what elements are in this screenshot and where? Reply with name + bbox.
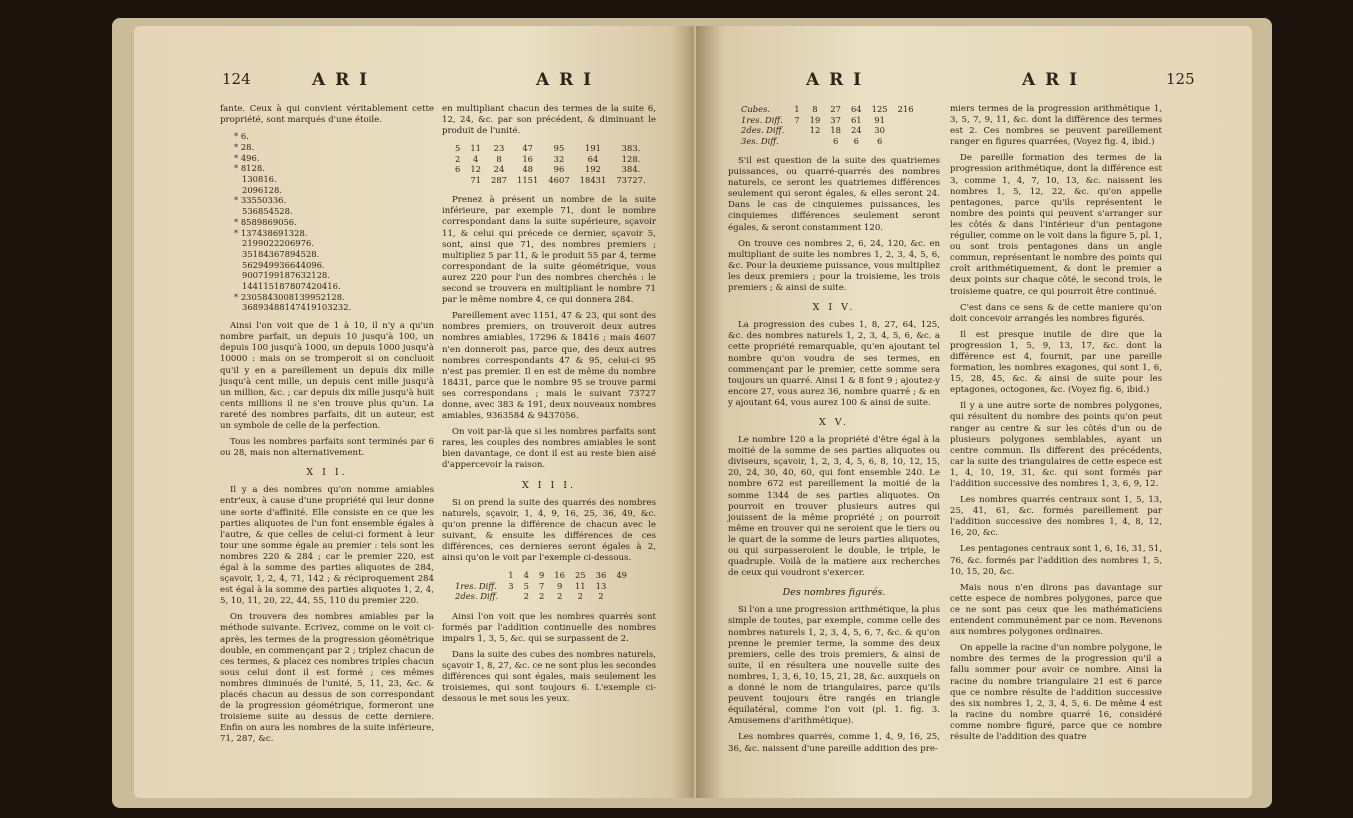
table-cell: 27 — [830, 104, 841, 114]
table-cell: 5 — [455, 143, 461, 154]
table-cell: 192 — [585, 164, 601, 175]
list-item: * 8589869056. — [234, 216, 297, 227]
table-cell: 8 — [812, 104, 818, 114]
table-row — [450, 154, 651, 165]
table-cell: 13 — [595, 580, 607, 591]
third-differences-row — [736, 136, 919, 147]
list-item: 536854528. — [242, 206, 293, 217]
row-label: 1res. Diff. — [741, 114, 783, 125]
table-cell: 30 — [874, 125, 885, 135]
list-item: * 137438691328. — [234, 227, 308, 238]
paragraph: Ainsi l'on voit que les nombres quarrés sont formés par l'addition continuelle des nombres impairs 1, 3, 5, &c. qui se surpassent de 2. — [442, 611, 656, 644]
list-item: 35184367894528. — [242, 248, 320, 259]
spacer-cell — [503, 591, 518, 602]
table-cell: 12 — [470, 164, 482, 175]
row-label: 1res. Diff. — [455, 580, 497, 591]
table-cell: 216 — [897, 104, 914, 114]
paragraph: On appelle la racine d'un nombre polygone, le nombre des termes de la progression qu'il a fallu sommer pour avoir ce nombre. Ainsi la racine du nombre triangulaire 21 est 6 parce que ce nombre résulte de l'addition successive des six nombres 1, 2, 3, 4, 5, 6. De même 4 est la racine du nombre quarré 16, considéré comme nombre figuré, parce que ce nombre résulte de l'addition des quatre — [950, 643, 1162, 742]
first-differences-row — [736, 115, 919, 126]
table-cell: 7 — [794, 114, 800, 125]
table-cell: 1 — [794, 104, 800, 114]
table-cell: 5 — [523, 580, 529, 591]
table-cell: 4 — [523, 570, 529, 581]
table-cell: 18431 — [579, 174, 607, 185]
list-item: 130816. — [242, 174, 277, 184]
table-cell: 125 — [871, 104, 888, 114]
paragraph: miers termes de la progression arithmétique 1, 3, 5, 7, 9, 11, &c. dont la différence des termes est 2. Ces nombres se peuvent pareillement ranger en figures quarrées, (Voyez fig. 4, ibid.) — [950, 104, 1162, 148]
row-label: Cubes. — [741, 104, 771, 114]
left-page-number: 124 — [222, 70, 251, 88]
table-cell: 24 — [493, 164, 505, 175]
table-cell: 71 — [470, 174, 482, 185]
table-cell: 64 — [587, 153, 599, 164]
paragraph: Les nombres quarrés centraux sont 1, 5, 13, 25, 41, 61, &c. formés pareillement par l'addition successive des nombres 1, 4, 8, 12, 16, 20, &c. — [950, 495, 1162, 539]
left-column-2 — [442, 104, 656, 710]
table-cell: 2 — [455, 153, 461, 164]
left-column-1 — [220, 104, 434, 751]
section-heading-xiii: X I I I. — [521, 479, 577, 491]
section-heading-figures: Des nombres figurés. — [782, 587, 886, 599]
paragraph: Il y a une autre sorte de nombres polygones, qui résultent du nombre des points qu'on peut ranger au centre & sur les côtés d'un ou de plusieurs polygones semblables, ayant un centre commun. Ils different des précédents, car la suite des triangulaires de cette espece est 1, 4, 10, 19, 31, &c. qui sont formés par l'addition successive des nombres 1, 3, 6, 9, 12. — [950, 401, 1162, 489]
left-running-head-2: A R I — [536, 70, 594, 90]
table-cell: 12 — [809, 125, 821, 135]
list-item: 9007199187632128. — [242, 270, 330, 281]
row-label: 2des. Diff. — [741, 125, 785, 135]
open-book — [112, 8, 1272, 808]
spacer-cell — [805, 136, 826, 147]
table-cell: 7 — [538, 580, 545, 591]
table-cell: 3 — [508, 580, 514, 591]
table-cell: 11 — [470, 143, 482, 154]
list-item: * 496. — [234, 152, 260, 163]
paragraph: De pareille formation des termes de la progression arithmétique, dont la différence est 3, comme 1, 4, 7, 10, 13, &c. naissent les nombres 1, 5, 12, 22, &c. qu'on appelle pentagones, parce qu'ils représentent le nombre des points qui peuvent s'arranger sur les côtés & dans l'intérieur d'un pentagone régulier, comme on le voit dans la figure 5, pl. 1, ou sont trois pentagones dans un angle commun, représentant le nombre des points qui croît arithmétiquement, & dont le premier a deux points sur chaque côté, le second trois, le troisieme quatre, ce qui pourroit être continué. — [950, 153, 1162, 297]
list-item: 2096128. — [242, 184, 282, 195]
paragraph: Si l'on a une progression arithmétique, la plus simple de toutes, par exemple, comme celle des nombres naturels 1, 2, 3, 4, 5, 6, 7, &c. & qu'on prenne le premier terme, la somme des deux premiers, celle des trois premiers, & ainsi de suite, il en résultera une nouvelle suite des nombres, 1, 3, 6, 10, 15, 21, 28, &c. auxquels on a donné le nom de triangulaires, parce qu'ils peuvent toujours être rangés en triangle équilatéral, comme l'on voit (pl. 1. fig. 3. Amusemens d'arithmétique). — [728, 605, 940, 727]
list-item: * 28. — [234, 141, 255, 152]
spacer-cell — [789, 136, 804, 147]
right-column-1 — [728, 104, 940, 760]
paragraph: S'il est question de la suite des quatriemes puissances, ou quarré-quarrés des nombres naturels, ce seront les quatriemes différences seulement qui seront égales, & elles seront 24. Dans le cas de cinquiemes puissances, les cinquiemes différences seulement seront égales, & seront constamment 120. — [728, 156, 940, 233]
paragraph: Mais nous n'en dirons pas davantage sur cette espece de nombres polygones, parce que ce ne sont pas ceux que les mathématiciens entendent communément par ce nom. Revenons aux nombres polygones ordinaires. — [950, 582, 1162, 638]
table-cell: 11 — [574, 580, 586, 591]
list-item: 144115187807420416. — [242, 281, 341, 292]
cubes-row — [736, 104, 919, 115]
table-cell: 6 — [832, 135, 839, 146]
paragraph: On voit par-là que si les nombres parfaits sont rares, les couples des nombres amiables le sont bien davantage, ce dont il est au reste bien aisé d'appercevoir la raison. — [442, 427, 656, 471]
perfect-numbers-list — [234, 131, 434, 313]
table-cell: 47 — [522, 143, 534, 154]
first-differences-row — [450, 581, 632, 592]
paragraph: Si on prend la suite des quarrés des nombres naturels, sçavoir, 1, 4, 9, 16, 25, 36, 49, &c. qu'on prenne la différence de chacun avec le suivant, & ensuite les différences de ces différences, ces dernieres seront égales à 2, ainsi qu'on le voit par l'exemple ci-dessous. — [442, 497, 656, 564]
list-item: 2199022206976. — [242, 238, 314, 249]
table-cell: 16 — [522, 153, 534, 164]
table-cell: 4607 — [548, 174, 570, 185]
table-cell: 9 — [538, 570, 545, 581]
paragraph: On trouve ces nombres 2, 6, 24, 120, &c. en multipliant de suite les nombres 1, 2, 3, 4, 5, 6, &c. Pour la deuxieme puissance, vous multipliez les deux premiers ; pour la troisieme, les trois premiers ; & ainsi de suite. — [728, 238, 940, 294]
paragraph: Tous les nombres parfaits sont terminés par 6 ou 28, mais non alternativement. — [220, 437, 434, 459]
row-label: 2des. Diff. — [455, 591, 499, 602]
squares-row — [450, 570, 632, 581]
paragraph: Le nombre 120 a la propriété d'être égal à la moitié de la somme de ses parties aliquotes ou diviseurs, sçavoir, 1, 2, 3, 4, 5, 6, 8, 10, 12, 15, 20, 24, 30, 40, 60, qui font ensemble 240. Le nombre 672 est pareillement la moitié de la somme 1344 de ses parties aliquotes. On pourroit en trouver plusieurs autres qui jouissent de la même propriété ; on pourroit même en trouver qui ne seroient que le tiers ou le quart de la somme de leurs parties aliquotes, ou qui surpasseroient le double, le triple, le quadruple. Voilà de la matiere aux recherches de ceux qui voudront s'exercer. — [728, 435, 940, 579]
table-cell: 9 — [556, 580, 563, 591]
right-running-head: A R I — [806, 70, 864, 90]
paragraph: Prenez à présent un nombre de la suite inférieure, par exemple 71, dont le nombre correspondant dans la suite supérieure, sçavoir 11, & celui qui précede ce dernier, sçavoir 5, sont, ainsi que 71, des nombres premiers ; multipliez 5 par 11, & le produit 55 par 4, terme correspondant de la suite géométrique, vous aurez 220 pour l'un des nombres cherchés : le second se trouvera en multipliant le nombre 71 par le même nombre 4, ce qui donnera 284. — [442, 195, 656, 306]
table-cell: 96 — [553, 164, 565, 175]
table-cell: 2 — [577, 591, 583, 602]
table-cell: 19 — [809, 114, 821, 125]
table-cell — [450, 175, 465, 186]
table-cell: 16 — [554, 570, 565, 581]
table-cell: 49 — [616, 570, 627, 581]
paragraph: Les pentagones centraux sont 1, 6, 16, 31, 51, 76, &c. formés par l'addition des nombres 1, 5, 10, 15, 20, &c. — [950, 544, 1162, 577]
cubes-differences-table — [736, 104, 919, 146]
table-cell: 1 — [508, 570, 514, 581]
table-cell: 191 — [585, 143, 601, 154]
table-cell: 384. — [621, 164, 641, 175]
amicable-numbers-table — [450, 143, 651, 185]
list-item: * 8128. — [234, 163, 265, 174]
row-label: 3es. Diff. — [741, 135, 779, 146]
paragraph: Pareillement avec 1151, 47 & 23, qui sont des nombres premiers, on trouveroit deux autres nombres amiables, 17296 & 18416 ; mais 4607 n'en donneroit pas, parce que, des deux autres nombres correspondants 47 & 95, celui-ci 95 n'est pas premier. Il en est de même du nombre 18431, parce que le nombre 95 se trouve parmi ses correspondans ; mais le suivant 73727 donne, avec 383 & 191, deux nouveaux nombres amiables, 9363584 & 9437056. — [442, 311, 656, 422]
list-item: * 6. — [234, 131, 249, 142]
paragraph: Dans la suite des cubes des nombres naturels, sçavoir 1, 8, 27, &c. ce ne sont plus les secondes différences qui sont égales, mais seulement les troisiemes, qui sont toujours 6. L'exemple ci-dessous le met sous les yeux. — [442, 649, 656, 705]
table-cell: 64 — [850, 104, 862, 114]
table-cell: 287 — [491, 174, 508, 185]
spacer-cell — [789, 125, 804, 136]
table-row — [450, 164, 651, 175]
table-cell: 4 — [473, 153, 479, 164]
table-cell: 95 — [553, 143, 565, 154]
section-heading-xv: X V. — [818, 416, 849, 428]
paragraph: Il est presque inutile de dire que la progression 1, 5, 9, 13, 17, &c. dont la différence est 4, fournit, par une pareille formation, les nombres exagones, qui sont 1, 6, 15, 28, 45, &c. & ainsi de suite pour les eptagones, octogones, &c. (Voyez fig. 6, ibid.) — [950, 329, 1162, 396]
list-item: * 2305843008139952128. — [234, 291, 345, 302]
second-differences-row — [450, 591, 632, 602]
right-running-head-2: A R I — [1022, 70, 1080, 90]
table-row — [450, 175, 651, 186]
table-cell: 23 — [493, 143, 505, 154]
table-row — [450, 143, 651, 154]
table-cell: 48 — [522, 164, 534, 175]
table-cell: 32 — [553, 153, 565, 164]
table-cell: 24 — [850, 125, 862, 135]
table-cell: 2 — [523, 591, 529, 602]
paragraph: en multipliant chacun des termes de la suite 6, 12, 24, &c. par son précédent, & diminuant le produit de l'unité. — [442, 104, 656, 137]
table-cell: 2 — [556, 591, 563, 602]
left-page — [134, 26, 694, 798]
right-page-number: 125 — [1166, 70, 1195, 88]
table-cell: 2 — [538, 591, 545, 602]
table-cell: 6 — [853, 135, 859, 146]
section-heading-xiv: X I V. — [812, 302, 856, 314]
left-running-head: A R I — [312, 70, 370, 90]
table-cell: 8 — [496, 153, 502, 164]
paragraph: Ainsi l'on voit que de 1 à 10, il n'y a qu'un nombre parfait, un depuis 10 jusqu'à 100, un depuis 100 jusqu'à 1000, un depuis 1000 jusqu'à 10000 : mais on se tromperoit si on concluoit qu'il y en a pareillement un depuis dix mille jusqu'à cent mille, un depuis cent mille jusqu'à un million, &c. ; car depuis dix mille jusqu'à huit cents millions il ne s'en trouve plus qu'un. La rareté des nombres parfaits, dit un auteur, est un symbole de celle de la perfection. — [220, 321, 434, 431]
paragraph: Les nombres quarrés, comme 1, 4, 9, 16, 25, 36, &c. naissent d'une pareille addition des pre- — [728, 732, 940, 754]
squares-differences-table — [450, 570, 632, 602]
right-page — [696, 26, 1252, 798]
table-cell: 2 — [598, 591, 604, 602]
second-differences-row — [736, 125, 919, 136]
right-column-2 — [950, 104, 1162, 748]
table-cell: 128. — [621, 153, 641, 164]
intro-text: fante. Ceux à qui convient véritablement cette propriété, sont marqués d'une étoile. — [220, 104, 434, 126]
table-cell: 37 — [830, 114, 841, 125]
table-cell: 73727. — [616, 174, 646, 185]
table-cell: 383. — [621, 143, 641, 154]
table-cell: 25 — [574, 570, 586, 581]
table-cell: 6 — [455, 164, 461, 175]
table-cell: 91 — [874, 114, 885, 125]
list-item: 36893488147419103232. — [242, 302, 352, 313]
paragraph: La progression des cubes 1, 8, 27, 64, 125, &c. des nombres naturels 1, 2, 3, 4, 5, 6, &c. a cette propriété remarquable, qu'en ajoutant tel nombre qu'on voudra de ses termes, en commençant par le premier, cette somme sera toujours un quarré. Ainsi 1 & 8 font 9 ; ajoutez-y encore 27, vous aurez 36, nombre quarré ; & en y ajoutant 64, vous aurez 100 & ainsi de suite. — [728, 320, 940, 408]
table-cell: 18 — [830, 125, 841, 135]
paragraph: On trouvera des nombres amiables par la méthode suivante. Ecrivez, comme on le voit ci-après, les termes de la progression géométrique double, en commençant par 2 ; triplez chacun de ces termes, & placez ces nombres triples chacun sous celui dont il est formé ; ces mêmes nombres diminués de l'unité, 5, 11, 23, &c. & placés chacun au dessus de son correspondant de la progression géométrique, formeront une troisieme suite au dessus de cette derniere. Enfin on aura les nombres de la suite inférieure, 71, 287, &c. — [220, 612, 434, 745]
list-item: 562949936644096. — [242, 259, 325, 270]
section-heading-xii: X I I. — [306, 467, 348, 479]
table-cell: 6 — [876, 135, 883, 146]
paragraph: C'est dans ce sens & de cette maniere qu'on doit concevoir arrangés les nombres figurés. — [950, 302, 1162, 324]
paragraph: Il y a des nombres qu'on nomme amiables entr'eux, à cause d'une propriété qui leur donne une sorte d'affinité. Elle consiste en ce que les parties aliquotes de l'un font ensemble égales à l'autre, & que celles de celui-ci forment à leur tour une somme égale au premier : tels sont les nombres 220 & 284 ; car le premier 220, est égal à la somme des parties aliquotes de 284, sçavoir, 1, 2, 4, 71, 142 ; & réciproquement 284 est égal à la somme des parties aliquotes 1, 2, 4, 5, 10, 11, 20, 22, 44, 55, 110 du premier 220. — [220, 485, 434, 607]
table-cell: 1151 — [517, 174, 539, 185]
list-item: * 33550336. — [234, 195, 287, 206]
table-cell: 61 — [850, 114, 862, 125]
table-cell: 36 — [595, 570, 607, 581]
